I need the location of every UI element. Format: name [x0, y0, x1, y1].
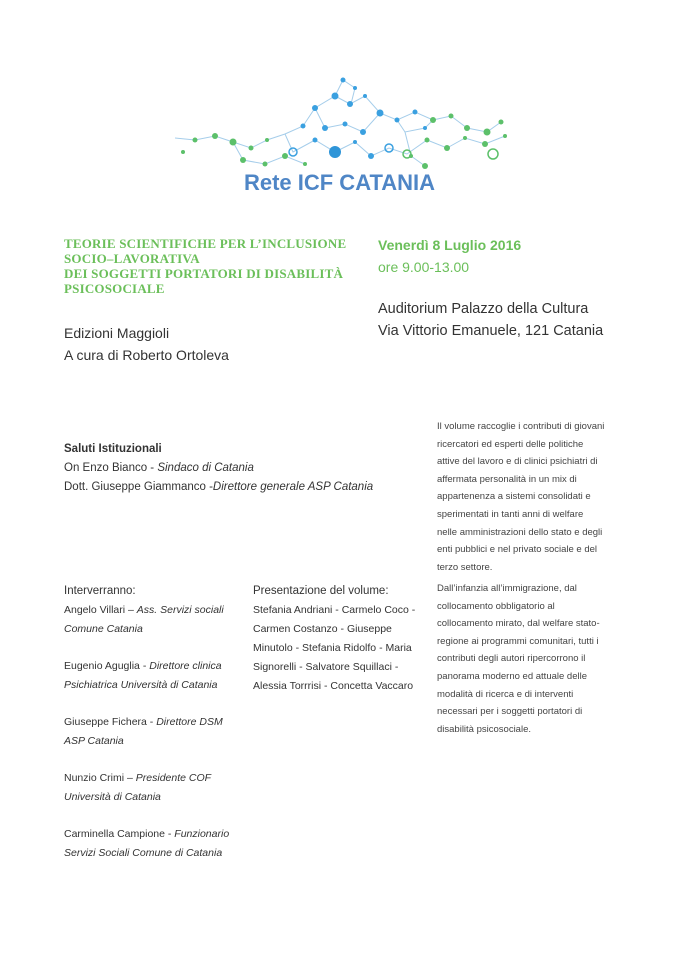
presentation-line: Stefania Andriani - Carmelo Coco - — [253, 604, 416, 616]
description-paragraph-1 — [437, 418, 617, 576]
speaker-name: Angelo Villari – — [64, 604, 137, 616]
speakers-heading: Interverranno: — [64, 585, 136, 597]
saluti-name: Dott. Giuseppe Giammanco - — [64, 481, 213, 493]
book-title-line: DEI SOGGETTI PORTATORI DI DISABILITÀ — [64, 266, 344, 281]
book-title-line: PSICOSOCIALE — [64, 281, 165, 296]
speaker-name: Eugenio Aguglia - — [64, 660, 150, 672]
description-line: regione ai programmi comunitari, tutti i — [437, 635, 599, 647]
book-title-line: SOCIO–LAVORATIVA — [64, 251, 200, 266]
venue-name: Auditorium Palazzo della Cultura — [378, 301, 589, 317]
speaker-name: Carminella Campione - — [64, 828, 175, 840]
speaker-role: Ass. Servizi sociali — [136, 604, 224, 616]
saluti-item — [64, 478, 373, 497]
venue-address: Via Vittorio Emanuele, 121 Catania — [378, 323, 604, 339]
speaker-role: Comune Catania — [64, 623, 143, 635]
editor: A cura di Roberto Ortoleva — [64, 347, 229, 363]
speaker-item — [64, 825, 254, 863]
description-line: contributi degli autori ripercorrono il — [437, 653, 586, 665]
speaker-role: Direttore DSM — [156, 716, 223, 728]
presentation-line: Signorelli - Salvatore Squillaci - — [253, 661, 399, 673]
description-line: collocamento mirato, dal welfare stato- — [437, 618, 600, 630]
saluti-role: Direttore generale ASP Catania — [212, 481, 374, 493]
description-line: panorama moderno ed attuale delle — [437, 670, 587, 682]
description-paragraph-2 — [437, 580, 617, 738]
presentation-section — [253, 582, 428, 696]
event-hours: ore 9.00-13.00 — [378, 259, 470, 275]
description-line: appartenenza a sistemi consolidati e — [437, 491, 591, 503]
description-line: disabilità psicosociale. — [437, 723, 531, 735]
speaker-role: ASP Catania — [64, 735, 124, 747]
speaker-item — [64, 657, 254, 695]
page-title: Rete ICF CATANIA — [243, 170, 436, 195]
speaker-name: Nunzio Crimi – — [64, 772, 136, 784]
description-line: Dall’infanzia all’immigrazione, dal — [437, 583, 577, 594]
speaker-role: Direttore clinica — [149, 660, 222, 672]
saluti-name: On Enzo Bianco - — [64, 462, 158, 474]
description-line: Il volume raccoglie i contributi di giovani — [437, 421, 605, 432]
publisher-block — [64, 322, 229, 366]
event-venue — [378, 298, 603, 342]
description-line: sperimentati in tanti anni di welfare — [437, 508, 584, 520]
presentation-line: Carmen Costanzo - Giuseppe — [253, 623, 392, 635]
speaker-role: Funzionario — [174, 828, 230, 840]
speaker-role: Psichiatrica Università di Catania — [64, 679, 218, 691]
presentation-heading: Presentazione del volume: — [253, 585, 389, 597]
saluti-heading: Saluti Istituzionali — [64, 443, 162, 455]
speakers-section — [64, 582, 254, 881]
speaker-role: Presidente COF — [135, 772, 212, 784]
speaker-role: Università di Catania — [64, 791, 161, 803]
saluti-section — [64, 440, 373, 497]
publisher: Edizioni Maggioli — [64, 325, 170, 341]
presentation-line: Alessia Torrrisi - Concetta Vaccaro — [253, 680, 414, 692]
description-line: enti pubblici e nel privato sociale e del — [437, 544, 598, 556]
saluti-role: Sindaco di Catania — [157, 462, 254, 474]
book-title-line: TEORIE SCIENTIFICHE PER L’INCLUSIONE — [64, 236, 347, 251]
network-graph-icon — [175, 68, 520, 178]
description-line: nelle amministrazioni dello stato e degli — [437, 526, 603, 538]
speaker-item — [64, 769, 254, 807]
description-line: attive del lavoro e di clinici psichiatri di — [437, 456, 598, 468]
book-title — [64, 236, 364, 296]
description-line: modalità di ricerca e di interventi — [437, 688, 574, 700]
speaker-item — [64, 601, 254, 639]
event-date: Venerdì 8 Luglio 2016 — [378, 237, 522, 253]
speaker-item — [64, 713, 254, 751]
presentation-line: Minutolo - Stefania Ridolfo - Maria — [253, 642, 412, 654]
saluti-item — [64, 459, 373, 478]
description-line: collocamento obbligatorio al — [437, 600, 555, 612]
description-line: affermata personalità in un mix di — [437, 473, 577, 485]
speaker-name: Giuseppe Fichera - — [64, 716, 157, 728]
speaker-role: Servizi Sociali Comune di Catania — [64, 847, 223, 859]
description-line: terzo settore. — [437, 561, 493, 573]
description-line: necessari per i soggetti portatori di — [437, 706, 583, 718]
description-line: ricercatori ed esperti delle politiche — [437, 438, 584, 450]
